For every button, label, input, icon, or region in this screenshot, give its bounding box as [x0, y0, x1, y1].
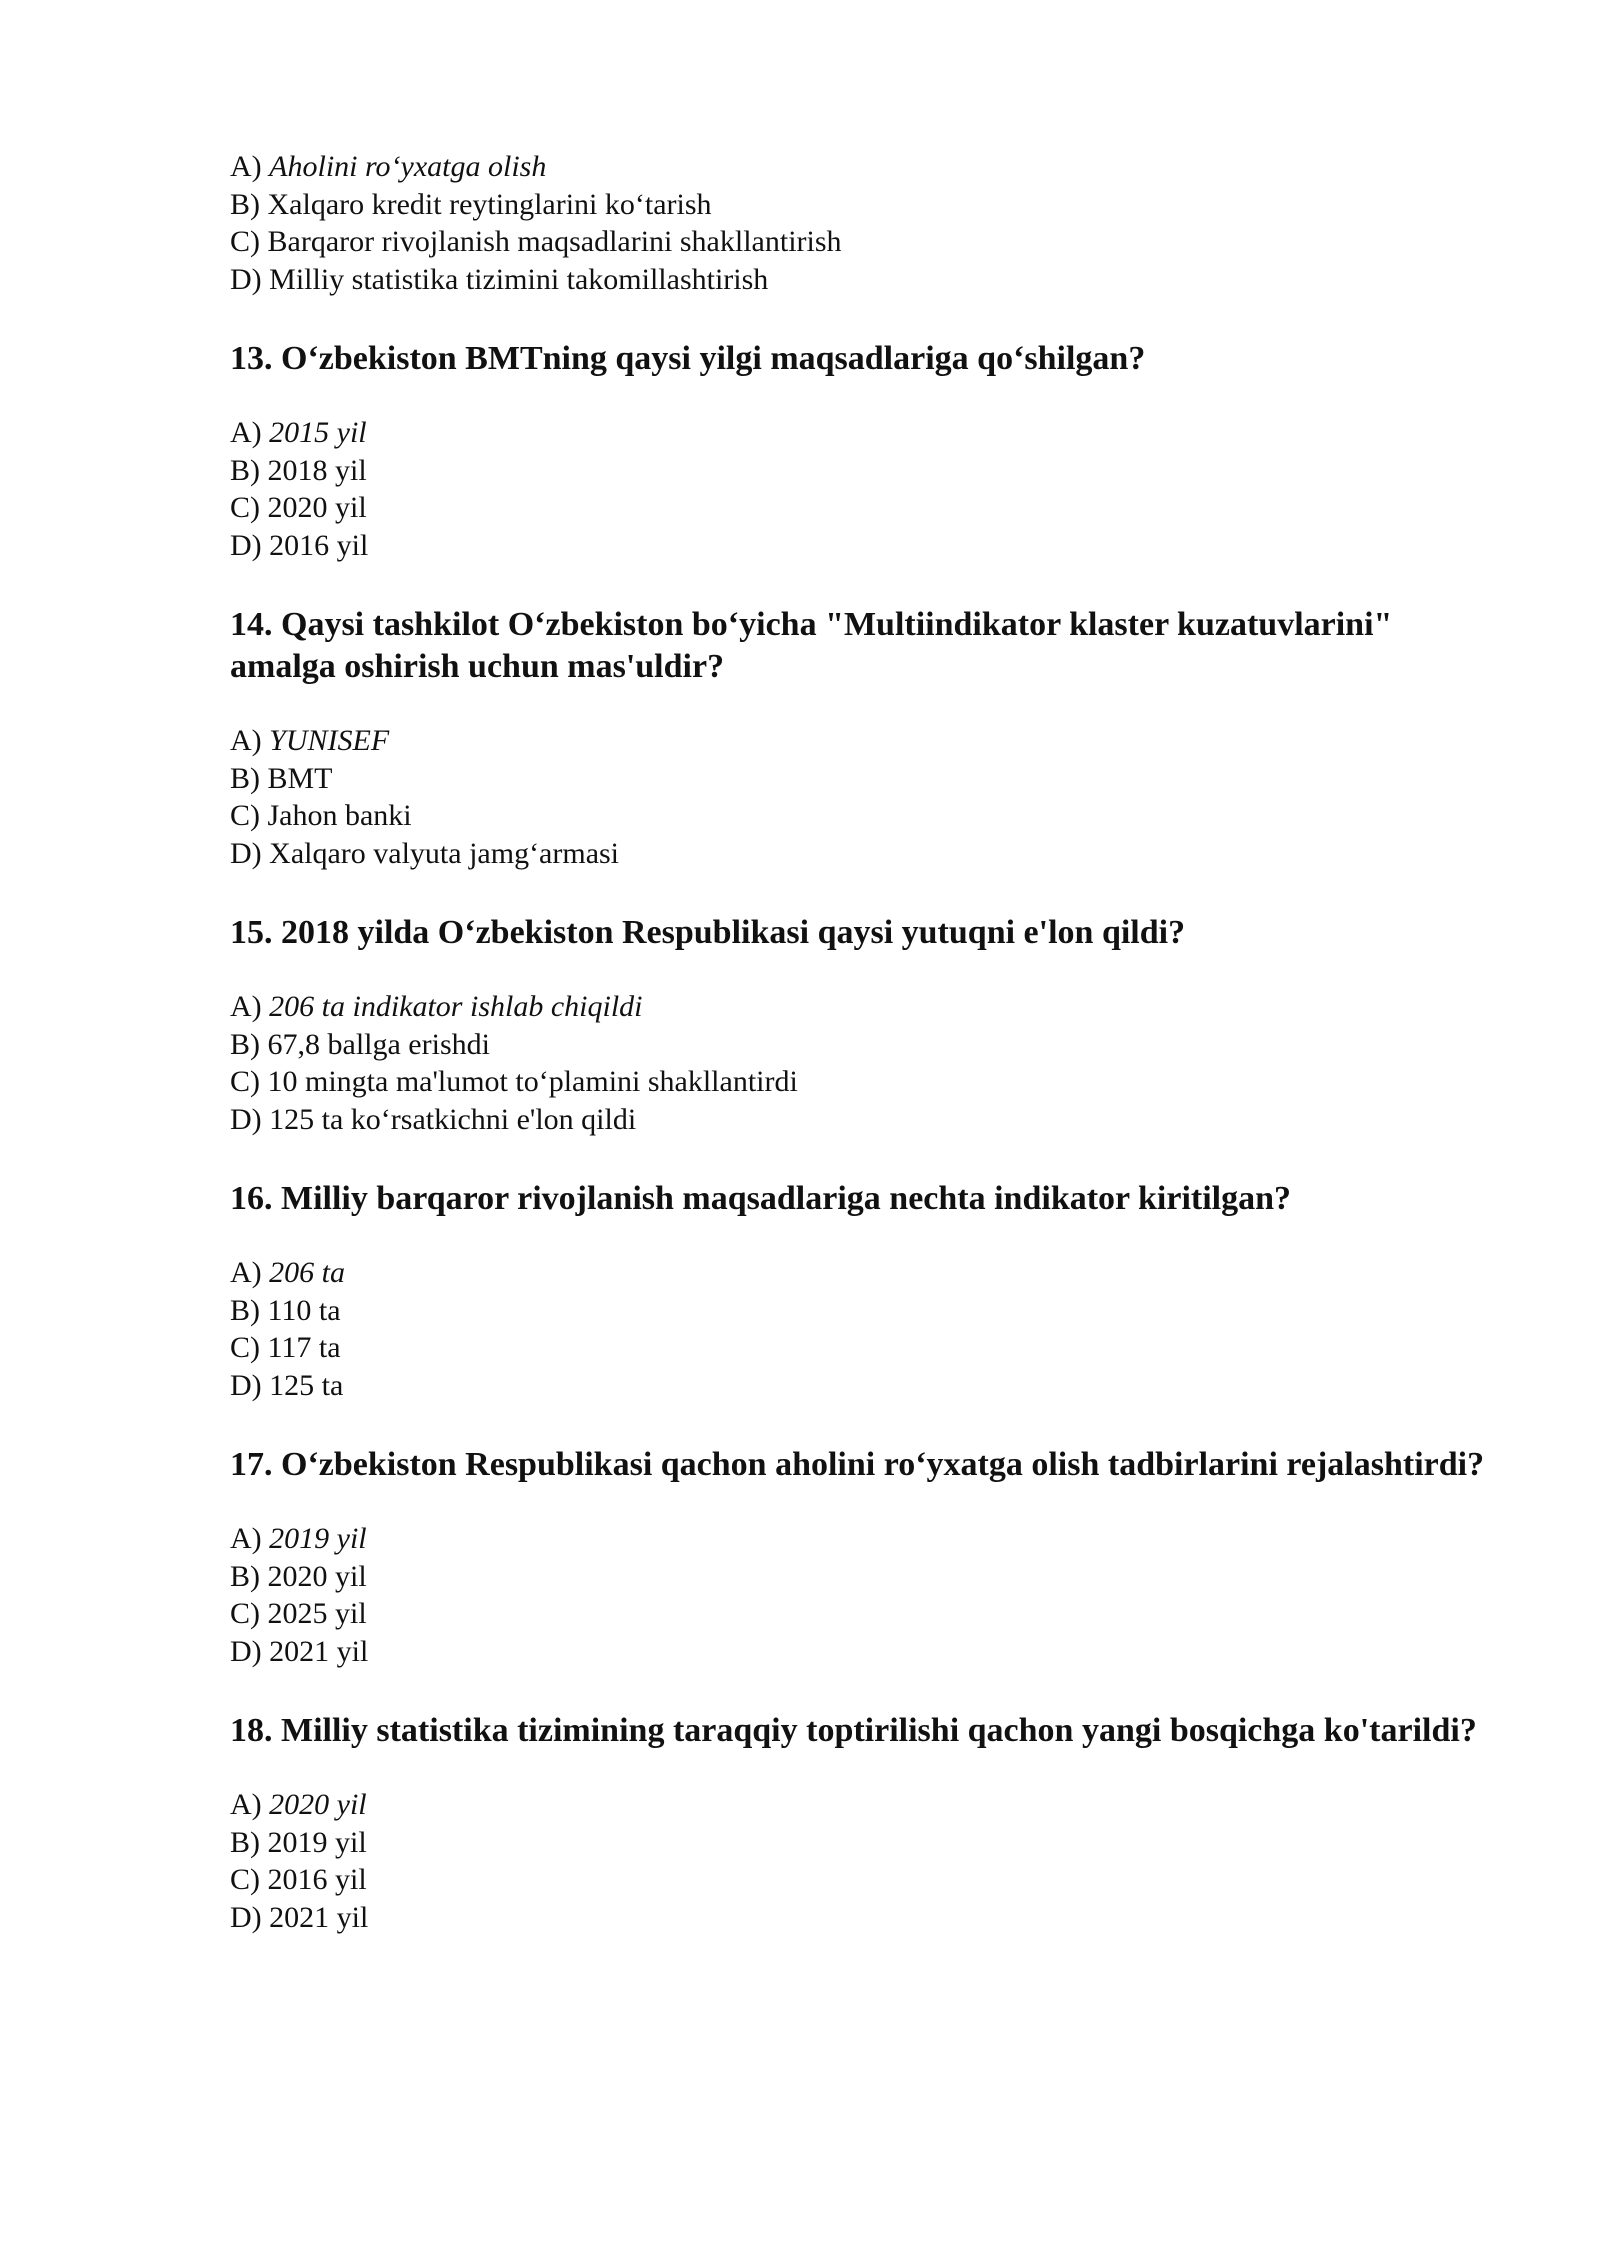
- answer-options: [230, 988, 1500, 1138]
- option-letter: A): [230, 724, 262, 757]
- option-letter: A): [230, 990, 262, 1023]
- option-text: 125 ta ko‘rsatkichni e'lon qildi: [269, 1102, 637, 1136]
- option-text: 117 ta: [267, 1331, 341, 1364]
- option-letter: D): [230, 1634, 262, 1668]
- question-block-14: [230, 604, 1500, 872]
- question-block-17: [230, 1444, 1500, 1670]
- option-text: 2020 yil: [267, 1559, 367, 1593]
- option-c: [230, 1595, 1500, 1633]
- question-text: 15. 2018 yilda O‘zbekiston Respublikasi qaysi yutuqni e'lon qildi?: [230, 914, 1186, 951]
- option-letter: C): [230, 799, 260, 832]
- option-b: [230, 1026, 1500, 1064]
- answer-options: [230, 1786, 1500, 1936]
- option-text: 2021 yil: [269, 1634, 369, 1668]
- option-letter: A): [230, 150, 262, 183]
- option-text: 2016 yil: [267, 1863, 367, 1896]
- option-letter: D): [230, 1900, 262, 1934]
- option-c: [230, 1861, 1500, 1899]
- option-text: 2018 yil: [267, 453, 367, 487]
- option-letter: B): [230, 761, 260, 795]
- option-a: [230, 1520, 1500, 1558]
- option-c: [230, 1063, 1500, 1101]
- option-text: 2016 yil: [269, 528, 369, 562]
- option-text: Aholini ro‘yxatga olish: [269, 150, 547, 183]
- option-letter: B): [230, 1825, 260, 1859]
- option-c: [230, 489, 1500, 527]
- answer-options: [230, 414, 1500, 564]
- option-letter: C): [230, 1597, 260, 1630]
- option-letter: D): [230, 1368, 262, 1402]
- previous-question-options: [230, 148, 1500, 298]
- option-d: [230, 1101, 1500, 1139]
- question-block-18: [230, 1710, 1500, 1936]
- option-a: [230, 414, 1500, 452]
- document-page: [230, 148, 1500, 1936]
- option-letter: A): [230, 416, 262, 449]
- option-letter: D): [230, 1102, 262, 1136]
- option-text: Xalqaro kredit reytinglarini ko‘tarish: [267, 187, 712, 221]
- answer-options: [230, 1254, 1500, 1404]
- option-text: 2019 yil: [267, 1825, 367, 1859]
- option-letter: C): [230, 1065, 260, 1098]
- option-b: [230, 186, 1500, 224]
- option-text: 10 mingta ma'lumot to‘plamini shakllantirdi: [267, 1065, 798, 1098]
- option-d: [230, 835, 1500, 873]
- question-block-16: [230, 1178, 1500, 1404]
- question-block-13: [230, 338, 1500, 564]
- option-letter: B): [230, 453, 260, 487]
- question-block-15: [230, 912, 1500, 1138]
- option-text: 2025 yil: [267, 1597, 367, 1630]
- option-c: [230, 797, 1500, 835]
- option-b: [230, 1824, 1500, 1862]
- option-letter: A): [230, 1788, 262, 1821]
- option-d: [230, 261, 1500, 299]
- option-a: [230, 1254, 1500, 1292]
- option-text: YUNISEF: [269, 724, 390, 757]
- option-letter: B): [230, 187, 260, 221]
- answer-options: [230, 722, 1500, 872]
- option-text: BMT: [267, 761, 333, 795]
- option-letter: D): [230, 262, 262, 296]
- option-a: [230, 1786, 1500, 1824]
- option-text: Milliy statistika tizimini takomillashtirish: [269, 262, 769, 296]
- option-text: 110 ta: [267, 1293, 341, 1327]
- option-letter: A): [230, 1522, 262, 1555]
- option-text: 2020 yil: [269, 1788, 367, 1821]
- option-letter: D): [230, 836, 262, 870]
- option-letter: C): [230, 491, 260, 524]
- option-text: 2015 yil: [269, 416, 367, 449]
- option-b: [230, 1558, 1500, 1596]
- option-a: [230, 148, 1500, 186]
- option-c: [230, 223, 1500, 261]
- option-d: [230, 1899, 1500, 1937]
- option-a: [230, 988, 1500, 1026]
- question-text: 13. O‘zbekiston BMTning qaysi yilgi maqsadlariga qo‘shilgan?: [230, 340, 1146, 377]
- option-letter: C): [230, 225, 260, 258]
- option-letter: B): [230, 1293, 260, 1327]
- question-text: 16. Milliy barqaror rivojlanish maqsadlariga nechta indikator kiritilgan?: [230, 1180, 1292, 1217]
- option-text: Xalqaro valyuta jamg‘armasi: [269, 836, 620, 870]
- question-text: 14. Qaysi tashkilot O‘zbekiston bo‘yicha "Multiindikator klaster kuzatuvlarini" amalga oshirish uchun mas'uldir?: [230, 606, 1393, 685]
- option-text: 2021 yil: [269, 1900, 369, 1934]
- option-d: [230, 1367, 1500, 1405]
- option-letter: B): [230, 1027, 260, 1061]
- option-d: [230, 527, 1500, 565]
- option-letter: C): [230, 1863, 260, 1896]
- option-b: [230, 452, 1500, 490]
- option-text: Barqaror rivojlanish maqsadlarini shakllantirish: [267, 225, 842, 258]
- option-text: 2020 yil: [267, 491, 367, 524]
- answer-options: [230, 1520, 1500, 1670]
- option-letter: C): [230, 1331, 260, 1364]
- option-text: 67,8 ballga erishdi: [267, 1027, 490, 1061]
- option-b: [230, 760, 1500, 798]
- option-b: [230, 1292, 1500, 1330]
- option-letter: B): [230, 1559, 260, 1593]
- option-c: [230, 1329, 1500, 1367]
- option-text: 206 ta: [269, 1256, 345, 1289]
- question-text: 17. O‘zbekiston Respublikasi qachon aholini ro‘yxatga olish tadbirlarini rejalashtirdi?: [230, 1446, 1485, 1483]
- option-text: 206 ta indikator ishlab chiqildi: [269, 990, 643, 1023]
- option-letter: A): [230, 1256, 262, 1289]
- question-text: 18. Milliy statistika tizimining taraqqiy toptirilishi qachon yangi bosqichga ko'tarildi?: [230, 1712, 1477, 1749]
- option-text: Jahon banki: [267, 799, 412, 832]
- option-a: [230, 722, 1500, 760]
- option-text: 2019 yil: [269, 1522, 367, 1555]
- option-d: [230, 1633, 1500, 1671]
- option-text: 125 ta: [269, 1368, 344, 1402]
- option-letter: D): [230, 528, 262, 562]
